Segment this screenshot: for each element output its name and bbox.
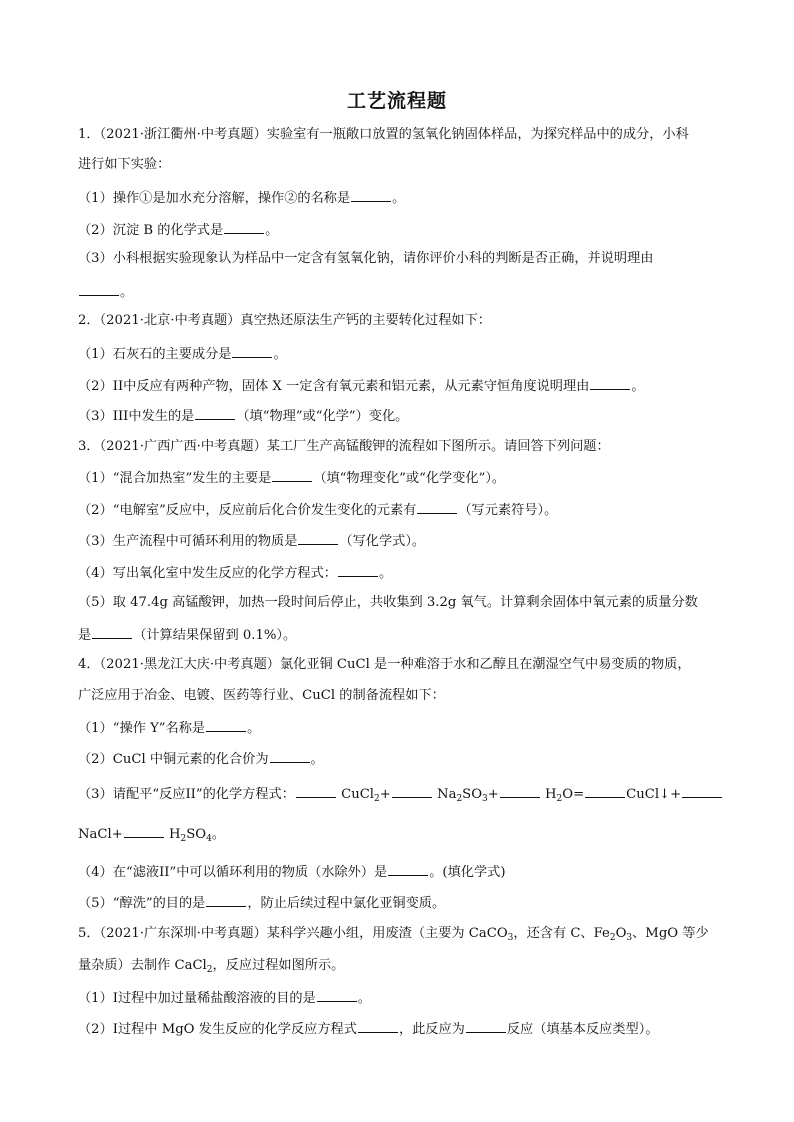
answer-blank[interactable] bbox=[298, 531, 338, 545]
text: 。 bbox=[631, 379, 645, 394]
text: （2）沉淀 B 的化学式是 bbox=[78, 223, 224, 238]
formula-text: NaCl+ bbox=[78, 827, 123, 842]
text: （1）石灰石的主要成分是 bbox=[78, 347, 232, 362]
text: （计算结果保留到 0.1%）。 bbox=[133, 628, 297, 643]
text: （1）“混合加热室”发生的主要是 bbox=[78, 471, 272, 486]
text: 。 bbox=[265, 223, 279, 238]
q5-heading bbox=[78, 925, 709, 947]
text: 。 bbox=[357, 991, 371, 1006]
text: 。 bbox=[273, 347, 287, 362]
answer-blank[interactable] bbox=[358, 1019, 398, 1033]
text: （4）写出氧化室中发生反应的化学方程式： bbox=[78, 566, 337, 581]
q1-sub3: （3）小科根据实验现象认为样品中一定含有氢氧化钠，请你评价小科的判断是否正确，并说明理由 bbox=[78, 251, 654, 266]
q3-sub5: （5）取 47.4g 高锰酸钾，加热一段时间后停止，共收集到 3.2g 氧气。计算剩余固体中氧元素的质量分数 bbox=[78, 595, 698, 610]
q3-sub4 bbox=[78, 563, 392, 583]
q1-sub2 bbox=[78, 220, 278, 240]
answer-blank[interactable] bbox=[92, 625, 132, 639]
subscript: 2 bbox=[556, 794, 563, 804]
text: （1）操作①是加水充分溶解，操作②的名称是 bbox=[78, 191, 351, 206]
text: （2）“电解室”反应中，反应前后化合价发生变化的元素有 bbox=[78, 503, 417, 518]
text: ，防止后续过程中氯化亚铜变质。 bbox=[247, 896, 446, 911]
answer-blank[interactable] bbox=[338, 563, 378, 577]
text: （2）CuCl 中铜元素的化合价为 bbox=[78, 752, 269, 767]
text: 。 bbox=[247, 721, 261, 736]
subscript: 2 bbox=[374, 794, 380, 804]
q2-sub3 bbox=[78, 406, 408, 426]
q3-sub1 bbox=[78, 468, 505, 488]
answer-blank[interactable] bbox=[272, 468, 312, 482]
q3-heading: 3．（2021·广西广西·中考真题）某工厂生产高锰酸钾的流程如下图所示。请回答下列问题： bbox=[78, 439, 610, 454]
q4-sub1 bbox=[78, 718, 260, 738]
text: ，还含有 C、Fe bbox=[513, 926, 610, 941]
subscript: 2 bbox=[456, 794, 463, 804]
coefficient-blank[interactable] bbox=[500, 784, 540, 798]
subscript: 3 bbox=[482, 794, 488, 804]
text: （3）III中发生的是 bbox=[78, 409, 195, 424]
text: 。(填化学式) bbox=[429, 865, 506, 880]
answer-blank[interactable] bbox=[195, 406, 235, 420]
formula-text: SO bbox=[462, 787, 483, 802]
q1-sub1 bbox=[78, 188, 405, 208]
text: 。 bbox=[211, 827, 225, 842]
coefficient-blank[interactable] bbox=[682, 784, 722, 798]
text: 。 bbox=[392, 191, 406, 206]
subscript: 4 bbox=[206, 834, 212, 844]
text: 。 bbox=[310, 752, 324, 767]
q4-sub3-cont bbox=[78, 824, 225, 848]
page-title: 工艺流程题 bbox=[346, 90, 447, 112]
answer-blank[interactable] bbox=[351, 188, 391, 202]
formula-text: + bbox=[487, 787, 499, 802]
text: （1）“操作 Y”名称是 bbox=[78, 721, 206, 736]
text: （写元素符号）。 bbox=[458, 503, 558, 518]
q1-heading: 1．（2021·浙江衢州·中考真题）实验室有一瓶敞口放置的氢氧化钠固体样品，为探究样品中的成分，小科 bbox=[78, 127, 689, 142]
text: （写化学式）。 bbox=[339, 534, 426, 549]
subscript: 2 bbox=[206, 965, 213, 975]
answer-blank[interactable] bbox=[590, 376, 630, 390]
text: 。 bbox=[378, 566, 393, 581]
q5-sub2 bbox=[78, 1019, 659, 1039]
subscript: 3 bbox=[507, 933, 514, 943]
text: 是 bbox=[78, 628, 92, 643]
text: （1）I过程中加过量稀盐酸溶液的目的是 bbox=[78, 991, 316, 1006]
text: O bbox=[615, 926, 627, 941]
text: （3）生产流程中可循环利用的物质是 bbox=[78, 534, 298, 549]
q4-sub5 bbox=[78, 893, 445, 913]
coefficient-blank[interactable] bbox=[392, 784, 432, 798]
q3-sub5-cont bbox=[78, 625, 296, 645]
q3-sub3 bbox=[78, 531, 425, 551]
coefficient-blank[interactable] bbox=[124, 824, 164, 838]
formula-text: CuCl bbox=[341, 787, 375, 802]
answer-blank[interactable] bbox=[466, 1019, 506, 1033]
formula-text: SO bbox=[186, 827, 207, 842]
q5-sub1 bbox=[78, 988, 371, 1008]
coefficient-blank[interactable] bbox=[585, 784, 625, 798]
q4-heading-cont: 广泛应用于冶金、电镀、医药等行业、CuCl 的制备流程如下： bbox=[78, 688, 445, 703]
text: ，此反应为 bbox=[398, 1022, 465, 1037]
formula-text: + bbox=[379, 787, 391, 802]
text: （2）I过程中 MgO 发生反应的化学反应方程式 bbox=[78, 1022, 357, 1037]
subscript: 3 bbox=[626, 933, 633, 943]
answer-blank[interactable] bbox=[232, 344, 272, 358]
q1-sub3-cont bbox=[78, 282, 133, 302]
q2-sub2 bbox=[78, 376, 645, 396]
text: （填“物理变化”或“化学变化”）。 bbox=[313, 471, 506, 486]
answer-blank[interactable] bbox=[388, 862, 428, 876]
q4-sub3 bbox=[78, 784, 723, 808]
formula-text: CuCl↓+ bbox=[626, 787, 682, 802]
subscript: 2 bbox=[180, 834, 187, 844]
q3-sub2 bbox=[78, 500, 557, 520]
coefficient-blank[interactable] bbox=[296, 784, 336, 798]
text: （5）“醇洗”的目的是 bbox=[78, 896, 206, 911]
subscript: 2 bbox=[609, 933, 616, 943]
q2-sub1 bbox=[78, 344, 287, 364]
answer-blank[interactable] bbox=[206, 893, 246, 907]
text: 。 bbox=[120, 285, 134, 300]
text: （3）请配平“反应II”的化学方程式： bbox=[78, 787, 295, 802]
text: 反应（填基本反应类型）。 bbox=[506, 1022, 659, 1037]
q4-sub2 bbox=[78, 749, 324, 769]
formula-text: Na bbox=[437, 787, 457, 802]
q4-heading: 4．（2021·黑龙江大庆·中考真题）氯化亚铜 CuCl 是一种难溶于水和乙醇且在潮湿空气中易变质的物质， bbox=[78, 657, 691, 672]
text: 量杂质）去制作 CaCl bbox=[78, 958, 207, 973]
q4-sub4 bbox=[78, 862, 505, 882]
answer-blank[interactable] bbox=[206, 718, 246, 732]
answer-blank[interactable] bbox=[79, 282, 119, 296]
text: （填“物理”或“化学”）变化。 bbox=[236, 409, 409, 424]
answer-blank[interactable] bbox=[224, 220, 264, 234]
q1-heading-cont: 进行如下实验： bbox=[78, 157, 171, 172]
answer-blank[interactable] bbox=[317, 988, 357, 1002]
formula-text: H bbox=[545, 787, 557, 802]
text: ，反应过程如图所示。 bbox=[212, 958, 345, 973]
q5-heading-cont bbox=[78, 957, 344, 979]
text: （2）II中反应有两种产物，固体 X 一定含有氧元素和铝元素，从元素守恒角度说明理由 bbox=[78, 379, 590, 394]
text: 5．（2021·广东深圳·中考真题）某科学兴趣小组，用废渣（主要为 CaCO bbox=[78, 926, 508, 941]
formula-text: H bbox=[168, 827, 181, 842]
formula-text: O= bbox=[562, 787, 585, 802]
answer-blank[interactable] bbox=[417, 500, 457, 514]
text: （4）在“滤液II”中可以循环利用的物质（水除外）是 bbox=[78, 865, 388, 880]
answer-blank[interactable] bbox=[270, 749, 310, 763]
q2-heading: 2．（2021·北京·中考真题）真空热还原法生产钙的主要转化过程如下： bbox=[78, 313, 491, 328]
text: 、MgO 等少 bbox=[632, 926, 709, 941]
